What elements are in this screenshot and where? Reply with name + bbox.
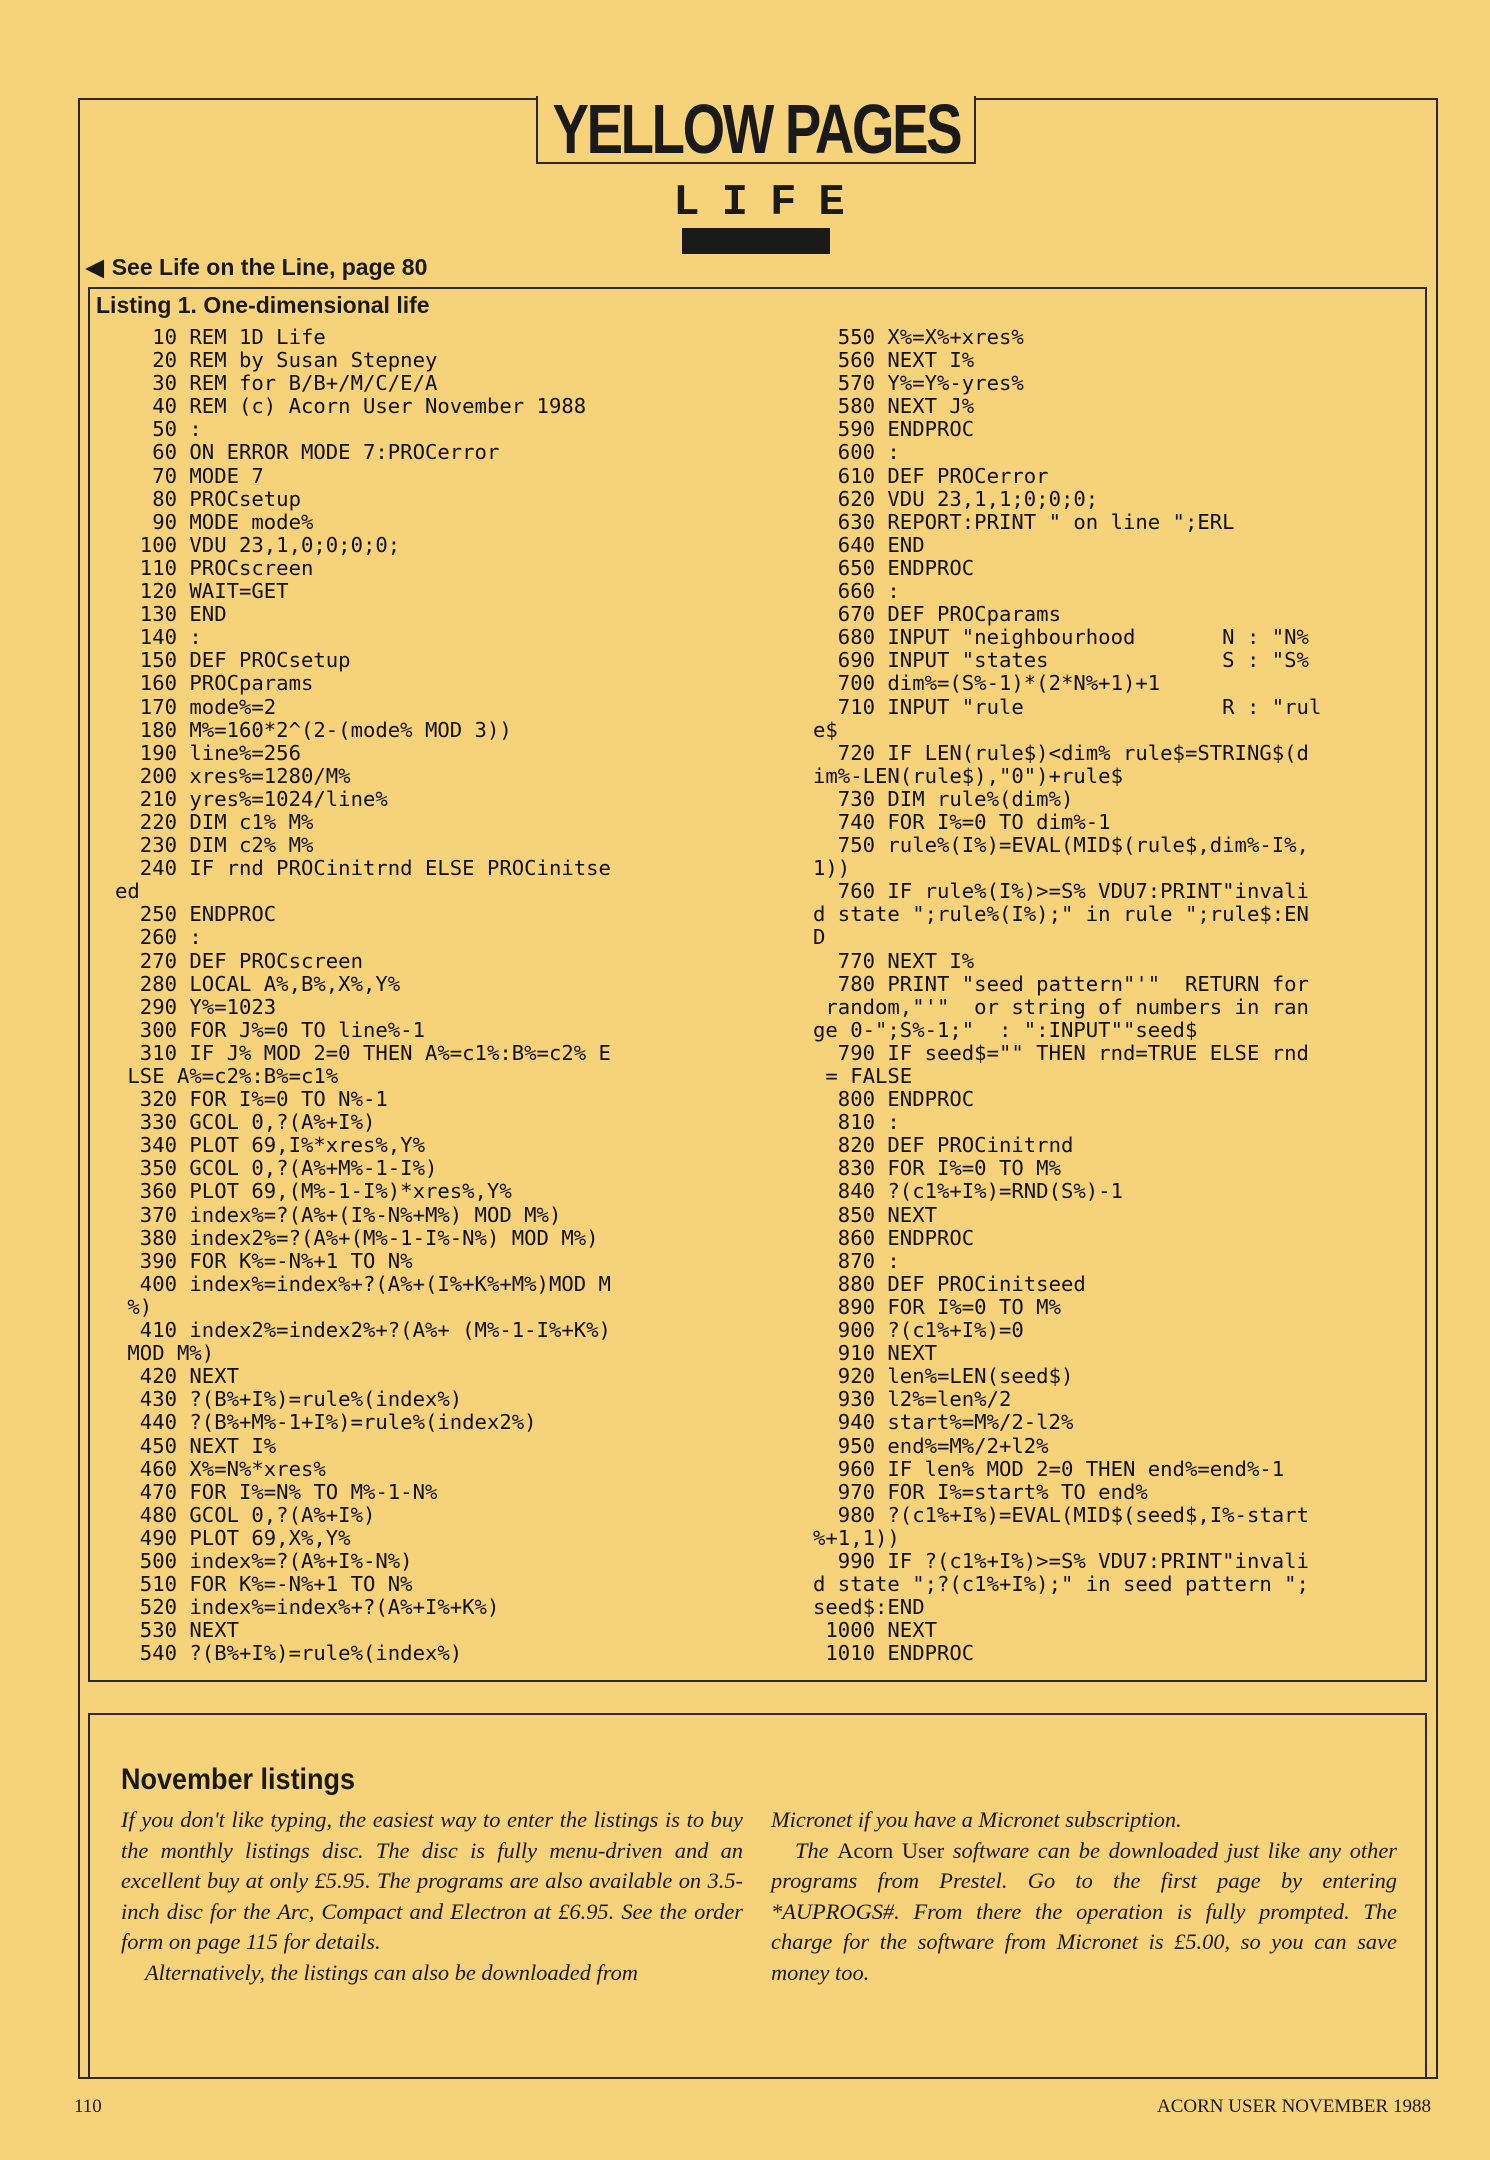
page-title: YELLOW PAGES bbox=[552, 90, 960, 168]
header-box bbox=[536, 90, 976, 168]
section-subtitle: LIFE bbox=[673, 178, 867, 228]
acorn-user-brand: Acorn User bbox=[837, 1837, 945, 1863]
november-listings-column-right bbox=[771, 1805, 1397, 1988]
magazine-footer: ACORN USER NOVEMBER 1988 bbox=[1157, 2096, 1431, 2117]
listings-paragraph: Micronet if you have a Micronet subscription. bbox=[771, 1807, 1182, 1832]
listing-title: Listing 1. One-dimensional life bbox=[96, 292, 430, 318]
november-listings-column-left bbox=[121, 1805, 743, 1988]
code-listing-right-column: 550 X%=X%+xres% 560 NEXT I% 570 Y%=Y%-yres% 580 NEXT J% 590 ENDPROC 600 : 610 DEF PROCerror 620 VDU 23,1,1;0;0;0; 630 REPORT:PRINT " on line ";ERL 640 END 650 ENDPROC 660 : 670 DEF PROCparams 680 INPUT "neighbourhood N : "N% 690 INPUT "states S : "S% 700 dim%=(S%-1)*(2*N%+1)+1 710 INPUT "rule R : "rul e$ 720 IF LEN(rule$)<dim% rule$=STRING$(d im%-LEN(rule$),"0")+rule$ 730 DIM rule%(dim%) 740 FOR I%=0 TO dim%-1 750 rule%(I%)=EVAL(MID$(rule$,dim%-I%, 1)) 760 IF rule%(I%)>=S% VDU7:PRINT"invali d state ";rule%(I%);" in rule ";rule$:EN D 770 NEXT I% 780 PRINT "seed pattern"'" RETURN for random,"'" or string of numbers in ran ge 0-";S%-1;" : ":INPUT""seed$ 790 IF seed$="" THEN rnd=TRUE ELSE rnd = FALSE 800 ENDPROC 810 : 820 DEF PROCinitrnd 830 FOR I%=0 TO M% 840 ?(c1%+I%)=RND(S%)-1 850 NEXT 860 ENDPROC 870 : 880 DEF PROCinitseed 890 FOR I%=0 TO M% 900 ?(c1%+I%)=0 910 NEXT 920 len%=LEN(seed$) 930 l2%=len%/2 940 start%=M%/2-l2% 950 end%=M%/2+l2% 960 IF len% MOD 2=0 THEN end%=end%-1 970 FOR I%=start% TO end% 980 ?(c1%+I%)=EVAL(MID$(seed$,I%-start %+1,1)) 990 IF ?(c1%+I%)>=S% VDU7:PRINT"invali d state ";?(c1%+I%);" in seed pattern "; seed$:END 1000 NEXT 1010 ENDPROC bbox=[813, 325, 1322, 1666]
code-listing-left-column: 10 REM 1D Life 20 REM by Susan Stepney 30 REM for B/B+/M/C/E/A 40 REM (c) Acorn User November 1988 50 : 60 ON ERROR MODE 7:PROCerror 70 MODE 7 80 PROCsetup 90 MODE mode% 100 VDU 23,1,0;0;0;0; 110 PROCscreen 120 WAIT=GET 130 END 140 : 150 DEF PROCsetup 160 PROCparams 170 mode%=2 180 M%=160*2^(2-(mode% MOD 3)) 190 line%=256 200 xres%=1280/M% 210 yres%=1024/line% 220 DIM c1% M% 230 DIM c2% M% 240 IF rnd PROCinitrnd ELSE PROCinitse ed 250 ENDPROC 260 : 270 DEF PROCscreen 280 LOCAL A%,B%,X%,Y% 290 Y%=1023 300 FOR J%=0 TO line%-1 310 IF J% MOD 2=0 THEN A%=c1%:B%=c2% E LSE A%=c2%:B%=c1% 320 FOR I%=0 TO N%-1 330 GCOL 0,?(A%+I%) 340 PLOT 69,I%*xres%,Y% 350 GCOL 0,?(A%+M%-1-I%) 360 PLOT 69,(M%-1-I%)*xres%,Y% 370 index%=?(A%+(I%-N%+M%) MOD M%) 380 index2%=?(A%+(M%-1-I%-N%) MOD M%) 390 FOR K%=-N%+1 TO N% 400 index%=index%+?(A%+(I%+K%+M%)MOD M %) 410 index2%=index2%+?(A%+ (M%-1-I%+K%) MOD M%) 420 NEXT 430 ?(B%+I%)=rule%(index%) 440 ?(B%+M%-1+I%)=rule%(index2%) 450 NEXT I% 460 X%=N%*xres% 470 FOR I%=N% TO M%-1-N% 480 GCOL 0,?(A%+I%) 490 PLOT 69,X%,Y% 500 index%=?(A%+I%-N%) 510 FOR K%=-N%+1 TO N% 520 index%=index%+?(A%+I%+K%) 530 NEXT 540 ?(B%+I%)=rule%(index%) bbox=[115, 325, 611, 1666]
cross-reference bbox=[86, 254, 427, 281]
november-listings-heading: November listings bbox=[121, 1763, 356, 1796]
listings-paragraph-start: The bbox=[795, 1837, 829, 1863]
listings-paragraph bbox=[771, 1836, 1397, 1989]
listings-paragraph-rest: software can be downloaded just like any other programs from Prestel. Go to the first page by entering *AUPROGS#. From there the operation is fully prompted. The charge for the software from Micronet is £5.00, so you can save money too. bbox=[771, 1837, 1397, 1985]
left-arrow-icon: ◀ bbox=[86, 254, 104, 280]
subtitle-bar bbox=[682, 228, 830, 254]
listings-paragraph: If you don't like typing, the easiest way to enter the listings is to buy the monthly listings disc. The disc is fully menu-driven and an excellent buy at only £5.95. The programs are also available on 3.5-inch disc for the Arc, Compact and Electron at £6.95. See the order form on page 115 for details. bbox=[121, 1807, 743, 1954]
listings-paragraph: Alternatively, the listings can also be downloaded from bbox=[145, 1959, 638, 1985]
cross-reference-text: See Life on the Line, page 80 bbox=[111, 254, 428, 280]
page-number: 110 bbox=[74, 2096, 102, 2117]
